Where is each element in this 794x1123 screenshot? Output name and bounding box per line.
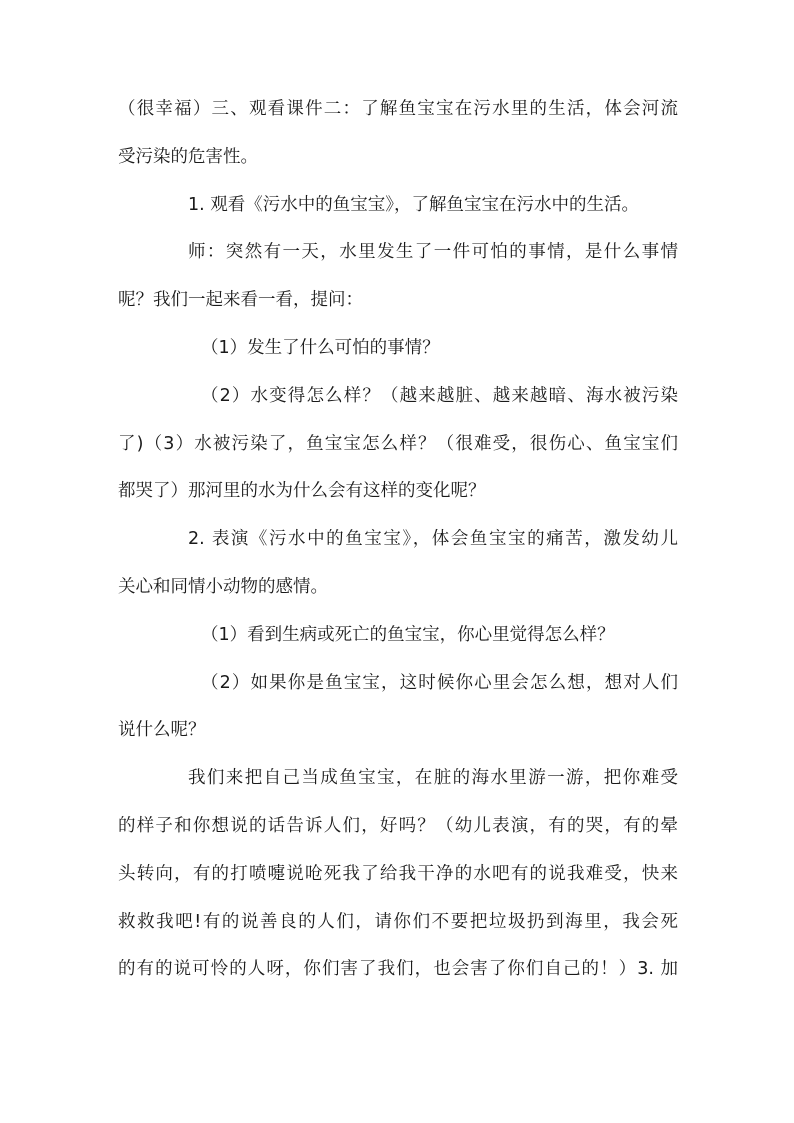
text-line: 呢？我们一起来看一看，提问： [118, 290, 363, 311]
text-line: 1. 观看《污水中的鱼宝宝》，了解鱼宝宝在污水中的生活。 [188, 194, 640, 215]
text-line: 说什么呢？ [118, 720, 206, 741]
text-line: 了)（3）水被污染了，鱼宝宝怎么样？（很难受，很伤心、鱼宝宝们 [118, 433, 678, 454]
text-line: 受污染的危害性。 [118, 146, 258, 167]
text-line: （1）发生了什么可怕的事情？ [201, 337, 440, 358]
text-line: 头转向，有的打喷嚏说呛死我了给我干净的水吧有的说我难受，快来 [118, 863, 678, 884]
text-line: （1）看到生病或死亡的鱼宝宝，你心里觉得怎么样？ [201, 624, 615, 645]
document-page [118, 91, 678, 999]
text-line: （2）如果你是鱼宝宝，这时候你心里会怎么想，想对人们 [201, 672, 678, 693]
text-line: 都哭了）那河里的水为什么会有这样的变化呢？ [118, 481, 486, 502]
text-line: 救救我吧!有的说善良的人们，请你们不要把垃圾扔到海里，我会死 [118, 911, 678, 932]
text-line: 的有的说可怜的人呀，你们害了我们，也会害了你们自己的！）3. 加 [118, 959, 678, 980]
text-line: 我们来把自己当成鱼宝宝，在脏的海水里游一游，把你难受 [188, 768, 678, 789]
text-line: 的样子和你想说的话告诉人们，好吗？（幼儿表演，有的哭，有的晕 [118, 815, 678, 836]
text-line: 师：突然有一天，水里发生了一件可怕的事情，是什么事情 [188, 242, 678, 263]
text-line: 2. 表演《污水中的鱼宝宝》，体会鱼宝宝的痛苦，激发幼儿 [188, 529, 678, 550]
text-line: 关心和同情小动物的感情。 [118, 576, 328, 597]
text-line: （2）水变得怎么样？（越来越脏、越来越暗、海水被污染 [201, 385, 678, 406]
text-line: （很幸福）三、观看课件二：了解鱼宝宝在污水里的生活，体会河流 [118, 99, 678, 119]
